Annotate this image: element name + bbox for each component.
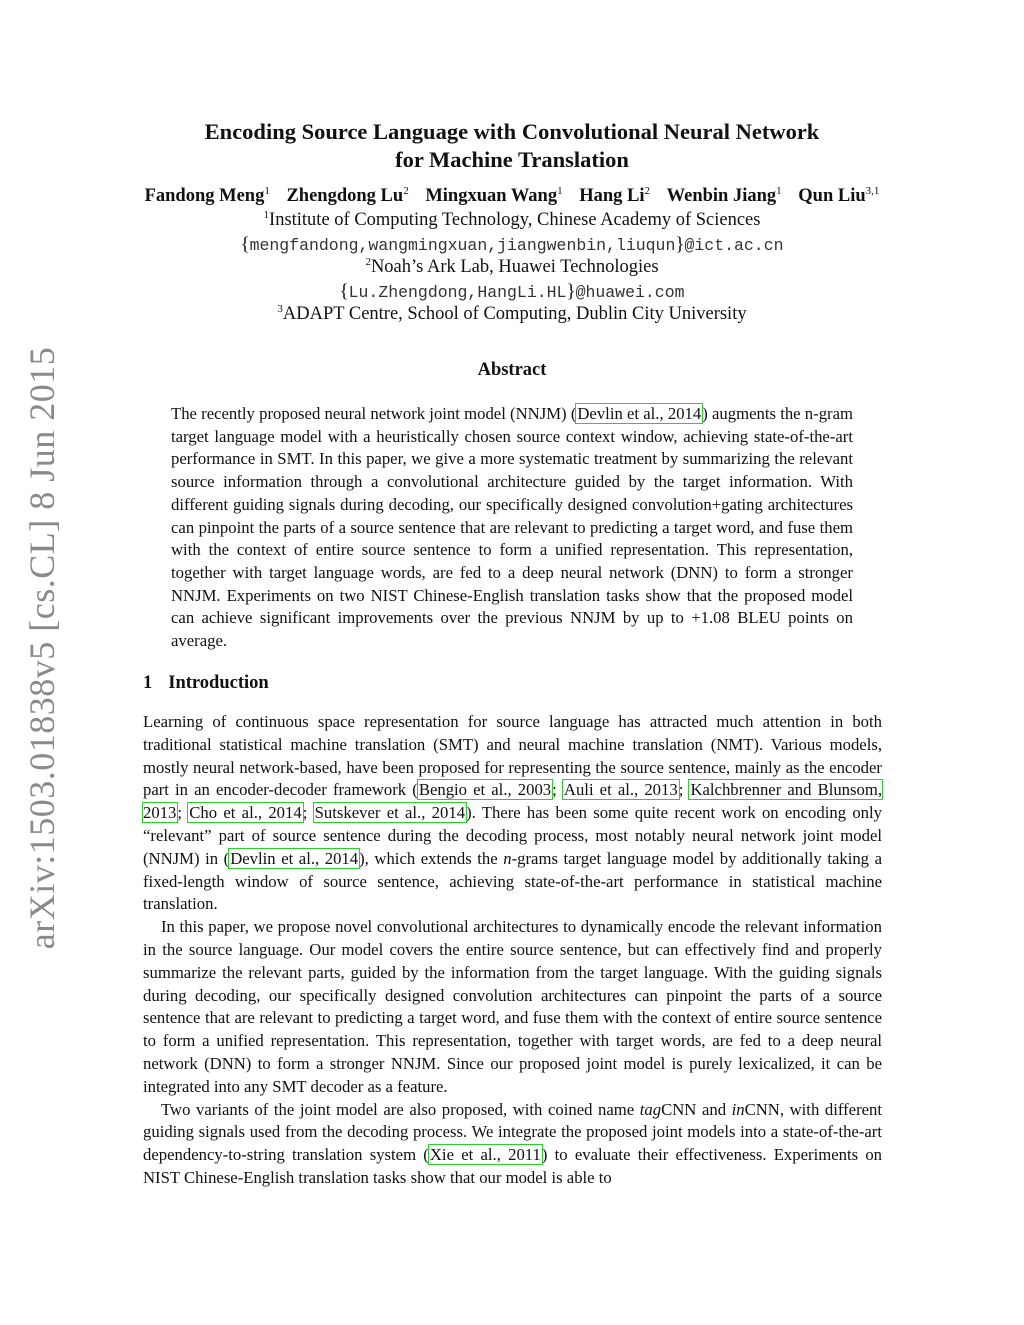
citation-link[interactable]: Devlin et al., 2014 [577, 404, 702, 423]
paper-title [0, 118, 1024, 174]
author: Qun Liu$^{3,1}$ [798, 185, 880, 206]
citation-link[interactable]: Auli et al., 2013 [563, 780, 678, 800]
intro-body [143, 711, 882, 1190]
citation-link[interactable]: Cho et al., 2014 [189, 803, 302, 823]
title-line-2: for Machine Translation [395, 147, 629, 172]
citation-link[interactable]: Xie et al., 2011 [429, 1145, 541, 1165]
affiliation-2-email: {Lu.Zhengdong,HangLi.HL}@huawei.com [339, 281, 685, 302]
affiliation-1: $^1$Institute of Computing Technology, Chinese Academy of Sciences [263, 209, 761, 230]
abstract-heading: Abstract [477, 360, 547, 380]
arxiv-stamp: arXiv:1503.01838v5 [cs.CL] 8 Jun 2015 [22, 346, 62, 950]
affiliation-2: $^2$Noah’s Ark Lab, Huawei Technologies [365, 256, 659, 277]
citation-link[interactable]: Kalchbrenner and Blunsom, 2013 [143, 780, 883, 823]
citation-link[interactable]: Sutskever et al., 2014 [314, 803, 466, 823]
affiliation-3: $^3$ADAPT Centre, School of Computing, Dublin City University [277, 303, 747, 324]
author: Wenbin Jiang$^1$ [666, 185, 782, 206]
intro-paragraph-3: Two variants of the joint model are also proposed, with coined name tagCNN and inCNN, with different guiding signals used from the decoding process. We integrate the proposed joint models into a state-of-the-art dependency-to-string translation system (Xie et al., 2011) to evaluate their effectiveness. Experiments on NIST Chinese-English translation tasks show that our model is able to [143, 1099, 883, 1187]
author: Zhengdong Lu$^2$ [286, 185, 409, 206]
author-list [0, 184, 1024, 208]
citation-link[interactable]: Bengio et al., 2003 [418, 780, 552, 800]
title-line-1: Encoding Source Language with Convolutional Neural Network [204, 119, 820, 144]
section-heading: 1 Introduction [143, 673, 269, 693]
author: Fandong Meng$^1$ [144, 185, 270, 206]
intro-paragraph-1: Learning of continuous space representation for source language has attracted much attention in both traditional statistical machine translation (SMT) and neural machine translation (NMT). Various models, mostly neural network-based, have been proposed for representing the source sentence, mainly as the encoder part in an encoder-decoder framework (Bengio et al., 2003; Auli et al., 2013; Kalchbrenner and Blunsom, 2013; Cho et al., 2014; Sutskever et al., 2014). There has been some quite recent work on encoding only “relevant” part of source sentence during the decoding process, most notably neural network joint model (NNJM) in (Devlin et al., 2014), which extends the n-grams target language model by additionally taking a fixed-length window of source sentence, achieving state-of-the-art performance in statistical machine translation. [143, 712, 883, 914]
citation-link[interactable]: Devlin et al., 2014 [230, 848, 359, 868]
abstract-body: The recently proposed neural network joint model (NNJM) (Devlin et al., 2014) augments the n-gram target language model with a heuristically chosen source context window, achieving state-of-the-art performance in SMT. In this paper, we give a more systematic treatment by summarizing the relevant source information through a convolutional architecture guided by the target information. With different guiding signals during decoding, our specifically designed convolution+gating architectures can pinpoint the parts of a source sentence that are relevant to predicting a target word, and fuse them with the context of entire source sentence to form a unified representation. This representation, together with target language words, are fed to a deep neural network (DNN) to form a stronger NNJM. Experiments on two NIST Chinese-English translation tasks show that the proposed model can achieve significant improvements over the previous NNJM by up to +1.08 BLEU points on average. [171, 404, 853, 651]
affiliation-1-email: {mengfandong,wangmingxuan,jiangwenbin,liuqun}@ict.ac.cn [240, 234, 784, 255]
intro-paragraph-2: In this paper, we propose novel convolutional architectures to dynamically encode the relevant information in the source language. Our model covers the entire source sentence, but can effectively find and properly summarize the relevant parts, guided by the information from the target language. With the guiding signals during decoding, our specifically designed convolution architectures can pinpoint the parts of a source sentence that are relevant to predicting a target word, and fuse them with the context of entire source sentence to form a unified representation. This representation, together with target words, are fed to a deep neural network (DNN) to form a stronger NNJM. Since our proposed joint model is purely lexicalized, it can be integrated into any SMT decoder as a feature. [143, 917, 882, 1096]
author: Mingxuan Wang$^1$ [425, 185, 563, 206]
author: Hang Li$^2$ [579, 185, 651, 206]
